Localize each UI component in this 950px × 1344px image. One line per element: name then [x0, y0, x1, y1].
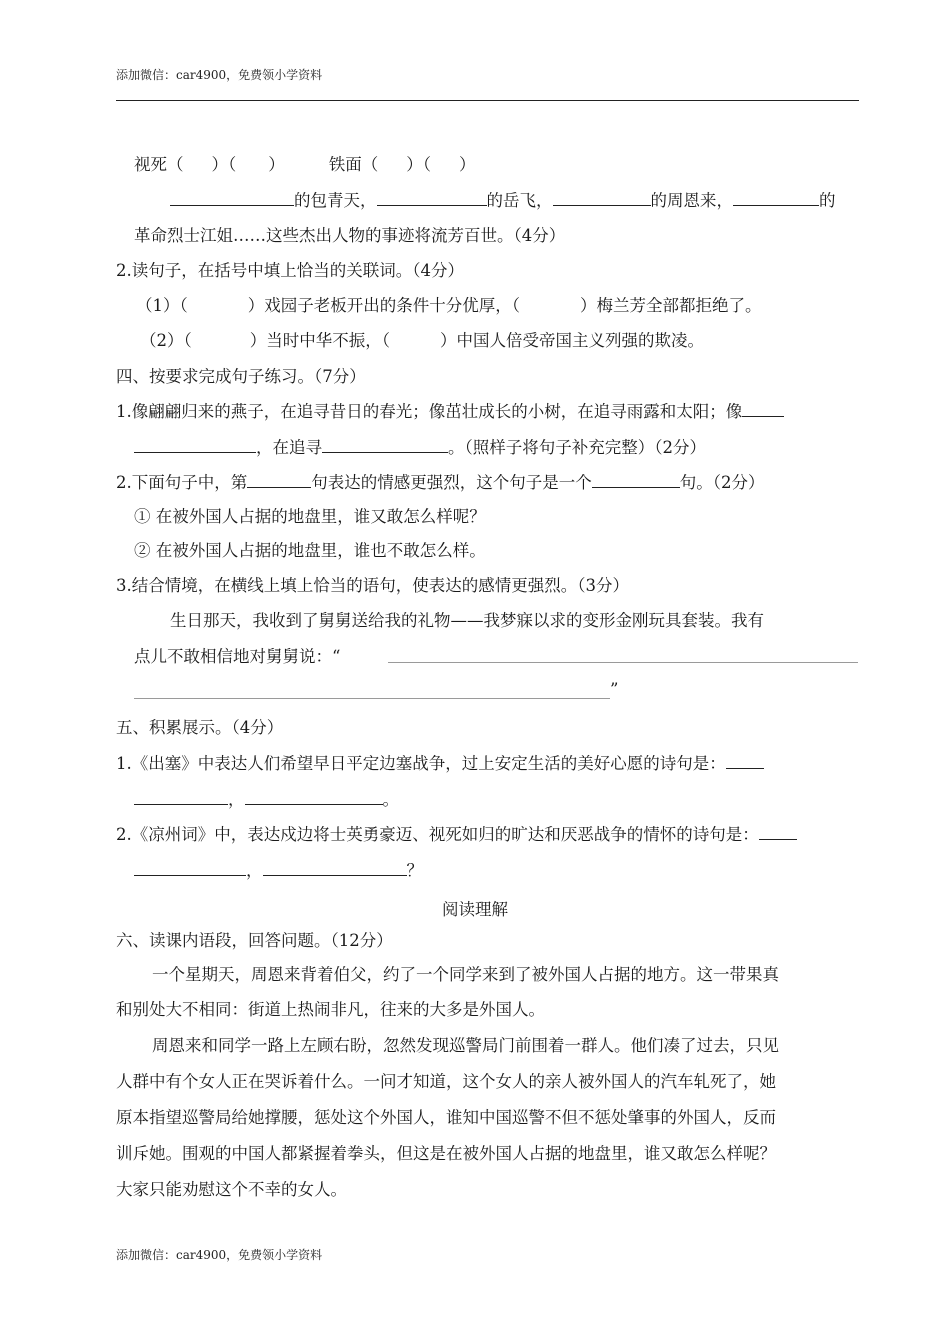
blank[interactable] [170, 188, 294, 206]
para2-line4: 训斥她。围观的中国人都紧握着拳头，但这是在被外国人占据的地盘里，谁又敢怎么样呢？ [116, 1144, 776, 1163]
page-header: 添加微信：car4900，免费领小学资料 [116, 68, 323, 82]
para1-line2: 和别处大不相同：街道上热闹非凡，往来的大多是外国人。 [116, 1000, 545, 1019]
s4-q1-line1: 1.像翩翩归来的燕子，在追寻昔日的春光；像茁壮成长的小树，在追寻雨露和太阳；像 [116, 399, 784, 424]
para2-line3: 原本指望巡警局给她撑腰，惩处这个外国人，谁知中国巡警不但不惩处肇事的外国人，反而 [116, 1108, 776, 1127]
blank[interactable] [134, 787, 228, 805]
para2-line2: 人群中有个女人正在哭诉着什么。一问才知道，这个女人的亲人被外国人的汽车轧死了，她 [116, 1072, 776, 1091]
answer-line[interactable] [134, 698, 610, 699]
blank[interactable] [322, 435, 448, 453]
blank[interactable] [726, 751, 764, 769]
blank[interactable] [592, 470, 680, 488]
reading-heading: 阅读理解 [442, 900, 508, 919]
q3-2-s1: （1）（ ）戏园子老板开出的条件十分优厚，（ ）梅兰芳全部都拒绝了。 [136, 296, 762, 315]
q3-line2: 的包青天， 的岳飞， 的周恩来， 的 [170, 188, 836, 213]
blank[interactable] [759, 822, 797, 840]
blank[interactable] [263, 858, 407, 876]
s4-q1-line2: ，在追寻 。（照样子将句子补充完整）（2分） [134, 435, 706, 460]
blank[interactable] [245, 787, 383, 805]
section5-title: 五、积累展示。（4分） [116, 718, 284, 737]
s5-q1-line1: 1.《出塞》中表达人们希望早日平定边塞战争，过上安定生活的美好心愿的诗句是： [116, 751, 764, 776]
blank[interactable] [377, 188, 487, 206]
s4-q3-para2: 点儿不敢相信地对舅舅说：“ [134, 647, 341, 666]
q3-2-title: 2.读句子，在括号中填上恰当的关联词。（4分） [116, 261, 464, 280]
blank[interactable] [134, 435, 256, 453]
q3-2-s2: （2）（ ）当时中华不振，（ ）中国人倍受帝国主义列强的欺凌。 [140, 331, 704, 350]
q3-line3: 革命烈士江姐……这些杰出人物的事迹将流芳百世。（4分） [134, 226, 566, 245]
s4-q2-opt1: ① 在被外国人占据的地盘里，谁又敢怎么样呢？ [134, 507, 486, 526]
para1-line1: 一个星期天，周恩来背着伯父，约了一个同学来到了被外国人占据的地方。这一带果真 [152, 965, 779, 984]
section4-title: 四、按要求完成句子练习。（7分） [116, 367, 366, 386]
answer-line[interactable] [388, 662, 858, 663]
header-rule [116, 100, 859, 101]
close-quote: ” [610, 680, 619, 699]
s4-q2-opt2: ② 在被外国人占据的地盘里，谁也不敢怎么样。 [134, 541, 486, 560]
s5-q2-line2: ， ？ [134, 858, 423, 883]
q3-line1: 视死（ ）（ ） 铁面（ ）（ ） [134, 155, 476, 174]
s4-q3-para1: 生日那天，我收到了舅舅送给我的礼物——我梦寐以求的变形金刚玩具套装。我有 [170, 611, 764, 630]
blank[interactable] [553, 188, 651, 206]
s5-q2-line1: 2.《凉州词》中，表达戍边将士英勇豪迈、视死如归的旷达和厌恶战争的情怀的诗句是： [116, 822, 797, 847]
blank[interactable] [733, 188, 819, 206]
blank[interactable] [247, 470, 311, 488]
para2-line5: 大家只能劝慰这个不幸的女人。 [116, 1180, 347, 1199]
s4-q2: 2.下面句子中，第 句表达的情感更强烈，这个句子是一个 句。（2分） [116, 470, 765, 495]
section6-title: 六、读课内语段，回答问题。（12分） [116, 931, 393, 950]
para2-line1: 周恩来和同学一路上左顾右盼，忽然发现巡警局门前围着一群人。他们凑了过去，只见 [152, 1036, 779, 1055]
s5-q1-line2: ， 。 [134, 787, 399, 812]
s4-q3-title: 3.结合情境，在横线上填上恰当的语句，使表达的感情更强烈。（3分） [116, 576, 629, 595]
blank[interactable] [742, 399, 784, 417]
page-footer: 添加微信：car4900，免费领小学资料 [116, 1248, 323, 1262]
blank[interactable] [134, 858, 246, 876]
